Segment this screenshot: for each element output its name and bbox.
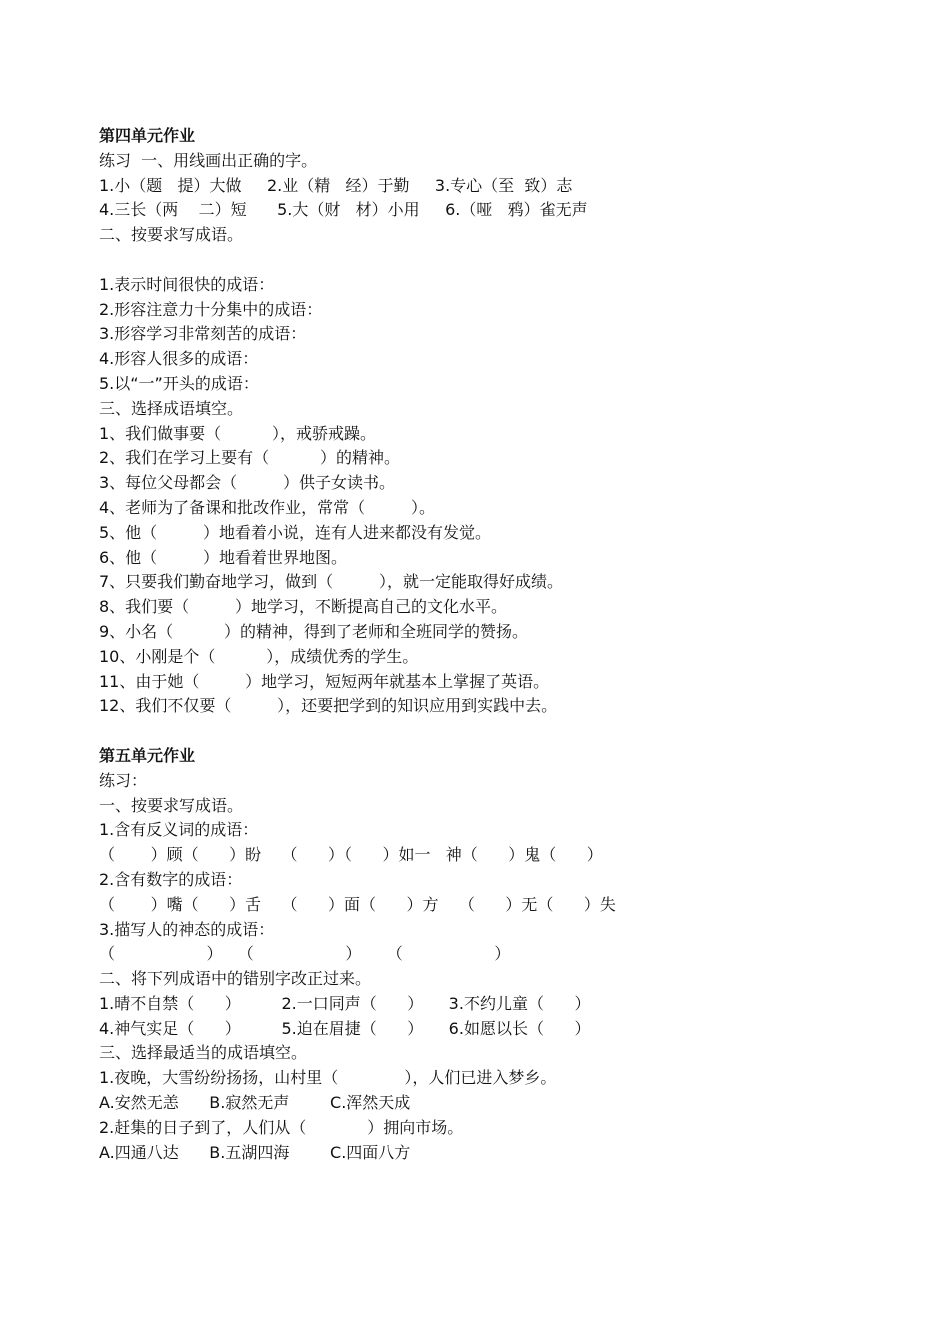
text-line: 三、选择最适当的成语填空。: [99, 1043, 308, 1063]
text-line: 5、他（ ）地看着小说，连有人进来都没有发觉。: [99, 522, 491, 542]
text-line: 1.夜晚，大雪纷纷扬扬，山村里（ ），人们已进入梦乡。: [99, 1068, 557, 1088]
text-line: （ ） （ ） （ ）: [99, 944, 511, 964]
text-line: 4.神气实足（ ） 5.迫在眉捷（ ） 6.如愿以长（ ）: [99, 1018, 591, 1038]
text-line: 6、他（ ）地看着世界地图。: [99, 547, 347, 567]
text-line: 7、只要我们勤奋地学习，做到（ ），就一定能取得好成绩。: [99, 572, 563, 592]
text-line: 三、选择成语填空。: [99, 398, 244, 418]
text-line: 4.三长（两 二）短 5.大（财 材）小用 6.（哑 鸦）雀无声: [99, 200, 588, 220]
text-line: （ ）顾（ ）盼 （ ）（ ）如一 神（ ）鬼（ ）: [99, 845, 603, 865]
text-line: （ ）嘴（ ）舌 （ ）面（ ）方 （ ）无（ ）失: [99, 894, 616, 914]
text-line: A.安然无恙 B.寂然无声 C.浑然天成: [99, 1093, 411, 1113]
text-line: 二、按要求写成语。: [99, 225, 244, 245]
text-line: 1.含有反义词的成语：: [99, 820, 259, 840]
document-body: [99, 124, 879, 1165]
text-line: 1.表示时间很快的成语：: [99, 274, 275, 294]
blank-line: [99, 248, 879, 273]
text-line: 1.小（题 提）大做 2.业（精 经）于勤 3.专心（至 致）志: [99, 175, 573, 195]
text-line: 2.含有数字的成语：: [99, 869, 243, 889]
text-line: 1、我们做事要（ ），戒骄戒躁。: [99, 423, 377, 443]
text-line: 3.描写人的神态的成语：: [99, 919, 275, 939]
unit4-content: [99, 149, 879, 719]
text-line: 11、由于她（ ）地学习，短短两年就基本上掌握了英语。: [99, 671, 550, 691]
text-line: 2、我们在学习上要有（ ）的精神。: [99, 448, 401, 468]
text-line: 练习 一、用线画出正确的字。: [99, 150, 318, 170]
unit5-title: 第五单元作业: [99, 745, 196, 765]
text-line: 3、每位父母都会（ ）供子女读书。: [99, 473, 395, 493]
text-line: 10、小刚是个（ ），成绩优秀的学生。: [99, 646, 419, 666]
text-line: 二、将下列成语中的错别字改正过来。: [99, 969, 372, 989]
text-line: 2.赶集的日子到了，人们从（ ）拥向市场。: [99, 1117, 464, 1137]
text-line: 8、我们要（ ）地学习，不断提高自己的文化水平。: [99, 597, 507, 617]
text-line: 4.形容人很多的成语：: [99, 349, 259, 369]
text-line: 3.形容学习非常刻苦的成语：: [99, 324, 307, 344]
text-line: A.四通八达 B.五湖四海 C.四面八方: [99, 1142, 411, 1162]
text-line: 12、我们不仅要（ ），还要把学到的知识应用到实践中去。: [99, 696, 558, 716]
unit5-content: [99, 769, 879, 1166]
text-line: 练习：: [99, 770, 148, 790]
text-line: 2.形容注意力十分集中的成语：: [99, 299, 323, 319]
unit4-title: 第四单元作业: [99, 126, 196, 145]
section-gap: [99, 719, 879, 744]
text-line: 一、按要求写成语。: [99, 795, 244, 815]
text-line: 5.以“一”开头的成语：: [99, 373, 259, 393]
text-line: 1.晴不自禁（ ） 2.一口同声（ ） 3.不约儿童（ ）: [99, 993, 591, 1013]
text-line: 9、小名（ ）的精神，得到了老师和全班同学的赞扬。: [99, 621, 529, 641]
text-line: 4、老师为了备课和批改作业，常常（ ）。: [99, 497, 435, 517]
